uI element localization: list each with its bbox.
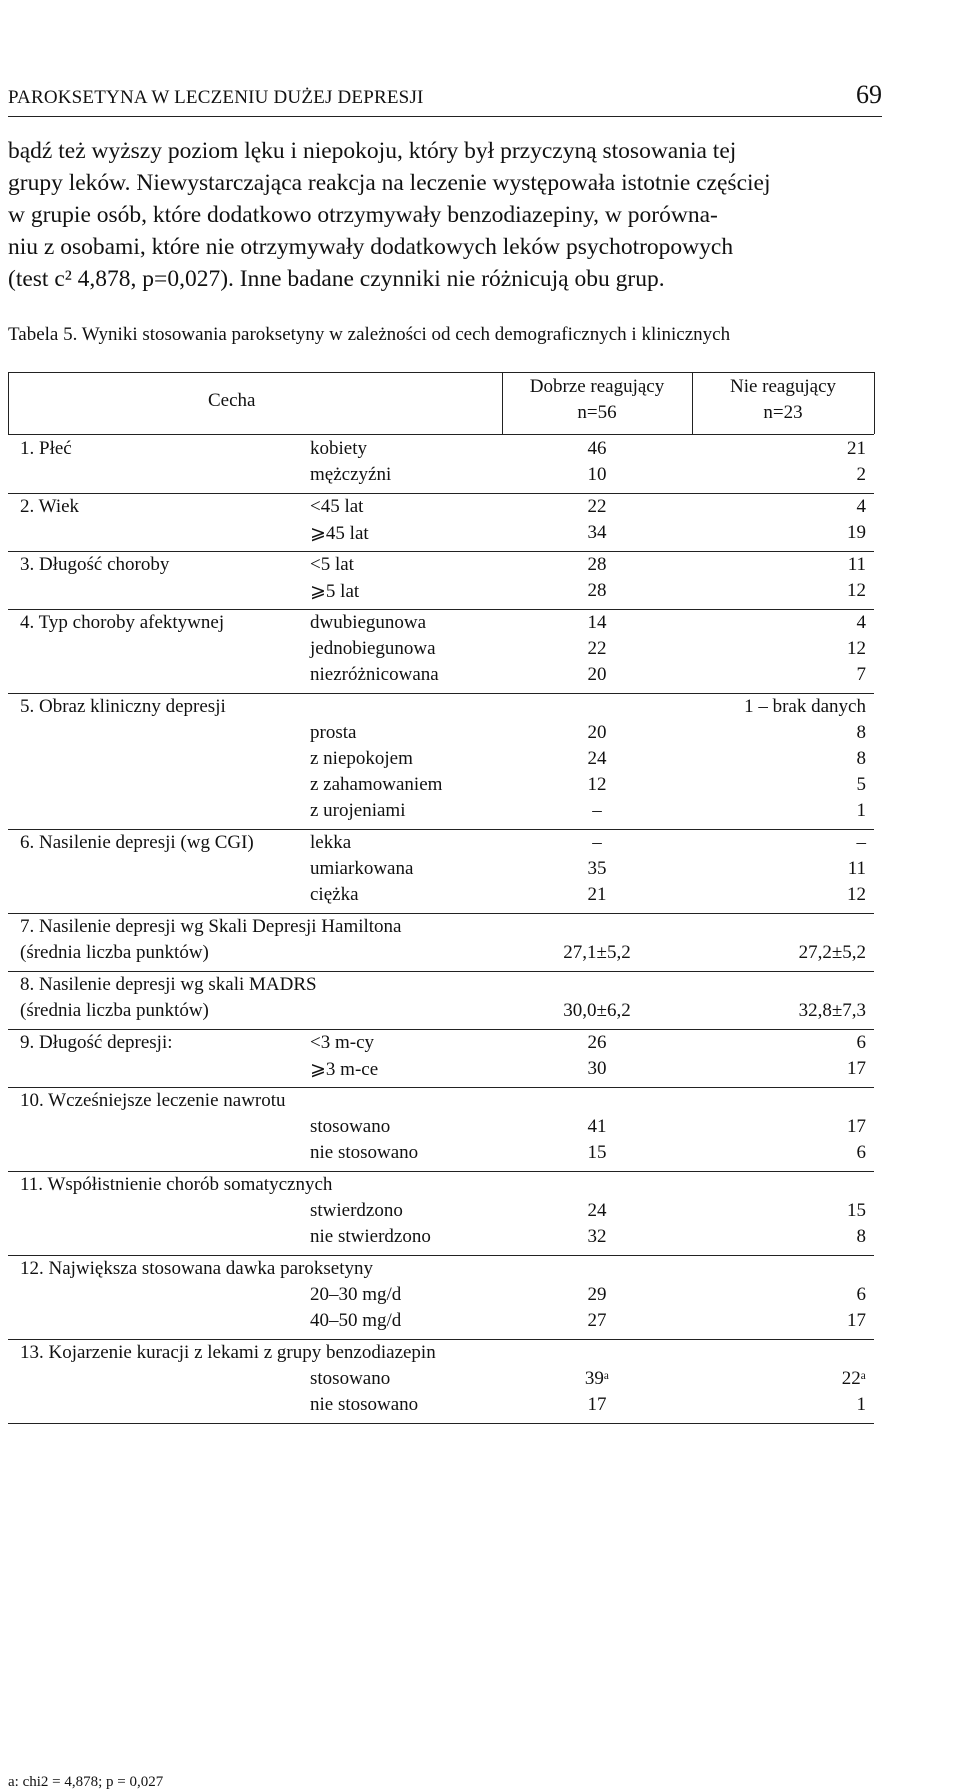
good-responders-value: 22 — [587, 638, 607, 659]
section-divider — [8, 1255, 874, 1256]
good-responders-value: 14 — [587, 612, 607, 633]
row-sublabel: niezróżnicowana — [310, 664, 439, 685]
table-top-rule — [8, 372, 874, 373]
row-label: 4. Typ choroby afektywnej — [20, 612, 225, 633]
good-responders-value: 22 — [587, 496, 607, 517]
good-responders-value: 24 — [587, 748, 607, 769]
row-sublabel: mężczyźni — [310, 464, 392, 485]
header-left-rule — [8, 372, 9, 434]
non-responders-value: 19 — [847, 522, 866, 543]
non-responders-value: 17 — [847, 1116, 866, 1137]
section-divider — [8, 1423, 874, 1424]
row-sublabel: kobiety — [310, 438, 367, 459]
section-divider — [8, 609, 874, 610]
running-header — [8, 82, 882, 117]
paragraph-line: grupy leków. Niewystarczająca reakcja na leczenie występowała istotnie częściej — [8, 170, 771, 196]
good-responders-value: 28 — [587, 554, 607, 575]
non-responders-value: 12 — [847, 580, 866, 601]
header-bottom-rule — [8, 434, 874, 435]
row-sublabel: z zahamowaniem — [310, 774, 443, 795]
section-divider — [8, 1087, 874, 1088]
row-sublabel: stwierdzono — [310, 1200, 403, 1221]
good-responders-value: – — [592, 832, 602, 853]
non-responders-value: 8 — [856, 748, 866, 769]
row-label: 10. Wcześniejsze leczenie nawrotu — [20, 1090, 286, 1111]
good-responders-value: 17 — [587, 1394, 607, 1415]
good-responders-value: 30,0±6,2 — [563, 1000, 631, 1021]
row-sublabel: nie stwierdzono — [310, 1226, 431, 1247]
non-responders-value: 1 — [856, 1394, 866, 1415]
non-responders-value: 32,8±7,3 — [798, 1000, 866, 1021]
good-responders-value: 30 — [587, 1058, 607, 1079]
good-responders-value: 27 — [587, 1310, 607, 1331]
page-number: 69 — [856, 80, 882, 109]
header-good-n: n=56 — [577, 402, 617, 423]
good-responders-value: 10 — [587, 464, 607, 485]
good-responders-value: 28 — [587, 580, 607, 601]
good-responders-value: 20 — [587, 722, 607, 743]
row-label: 8. Nasilenie depresji wg skali MADRS — [20, 974, 317, 995]
section-divider — [8, 913, 874, 914]
row-sublabel: lekka — [310, 832, 352, 853]
table-footnote: a: chi2 = 4,878; p = 0,027 — [8, 1774, 164, 1790]
row-sublabel: dwubiegunowa — [310, 612, 427, 633]
good-responders-value: 35 — [587, 858, 607, 879]
row-sublabel: ⩾45 lat — [310, 523, 369, 544]
row-sublabel: z urojeniami — [310, 800, 406, 821]
non-responders-value: 15 — [847, 1200, 866, 1221]
row-label: 5. Obraz kliniczny depresji — [20, 696, 226, 717]
non-responders-value: 1 — [856, 800, 866, 821]
row-sublabel: umiarkowana — [310, 858, 414, 879]
section-divider — [8, 1171, 874, 1172]
section-divider — [8, 829, 874, 830]
non-responders-value: 8 — [856, 1226, 866, 1247]
good-responders-value: 27,1±5,2 — [563, 942, 631, 963]
row-sublabel: stosowano — [310, 1116, 391, 1137]
good-responders-value: 12 — [587, 774, 607, 795]
non-responders-value: 7 — [856, 664, 866, 685]
row-sublabel: ⩾3 m-ce — [310, 1059, 379, 1080]
row-sublabel: 20–30 mg/d — [310, 1284, 402, 1305]
good-responders-value: 20 — [587, 664, 607, 685]
row-label: 12. Największa stosowana dawka paroksetyny — [20, 1258, 373, 1279]
good-responders-value: 39ᵃ — [584, 1368, 610, 1389]
section-divider — [8, 1339, 874, 1340]
non-responders-value: 12 — [847, 884, 866, 905]
non-responders-value: 11 — [847, 554, 866, 575]
row-label: 6. Nasilenie depresji (wg CGI) — [20, 832, 254, 853]
good-responders-value: 24 — [587, 1200, 607, 1221]
non-responders-value: 21 — [847, 438, 866, 459]
good-responders-value: – — [592, 800, 602, 821]
non-responders-value: 6 — [856, 1142, 866, 1163]
header-good-title: Dobrze reagujący — [529, 376, 665, 397]
non-responders-value: 11 — [847, 858, 866, 879]
running-title: PAROKSETYNA W LECZENIU DUŻEJ DEPRESJI — [8, 87, 424, 108]
good-responders-value: 32 — [587, 1226, 607, 1247]
header-right-rule — [874, 372, 875, 434]
row-label: 1. Płeć — [20, 438, 72, 459]
header-feature: Cecha — [208, 390, 256, 411]
paragraph-line: (test c² 4,878, p=0,027). Inne badane czynniki nie różnicują obu grup. — [8, 266, 665, 292]
non-responders-value: 2 — [856, 464, 866, 485]
non-responders-value: – — [856, 832, 866, 853]
row-sublabel: 40–50 mg/d — [310, 1310, 402, 1331]
row-sublabel: <45 lat — [310, 496, 364, 517]
section-divider — [8, 551, 874, 552]
row-sublabel: prosta — [310, 722, 357, 743]
good-responders-value: 26 — [587, 1032, 607, 1053]
paragraph-line: niu z osobami, które nie otrzymywały dodatkowych leków psychotropowych — [8, 234, 734, 260]
section-divider — [8, 493, 874, 494]
paragraph-line: w grupie osób, które dodatkowo otrzymywały benzodiazepiny, w porówna- — [8, 202, 718, 228]
row-label: 11. Współistnienie chorób somatycznych — [20, 1174, 333, 1195]
row-label: 9. Długość depresji: — [20, 1032, 173, 1053]
row-sublabel: jednobiegunowa — [310, 638, 436, 659]
non-responders-value: 8 — [856, 722, 866, 743]
row-sublabel: stosowano — [310, 1368, 391, 1389]
non-responders-value: 6 — [856, 1284, 866, 1305]
good-responders-value: 46 — [587, 438, 607, 459]
table-caption: Tabela 5. Wyniki stosowania paroksetyny w zależności od cech demograficznych i klinicznych — [8, 324, 731, 345]
non-responders-value: 1 – brak danych — [744, 696, 866, 717]
non-responders-value: 27,2±5,2 — [798, 942, 866, 963]
good-responders-value: 21 — [587, 884, 607, 905]
good-responders-value: 41 — [587, 1116, 607, 1137]
non-responders-value: 22ᵃ — [841, 1368, 866, 1389]
row-label: 2. Wiek — [20, 496, 80, 517]
row-label: 3. Długość choroby — [20, 554, 170, 575]
good-responders-value: 15 — [587, 1142, 607, 1163]
row-label: (średnia liczba punktów) — [20, 1000, 209, 1021]
row-sublabel: <3 m-cy — [310, 1032, 375, 1053]
header-poor-title: Nie reagujący — [729, 376, 837, 397]
row-sublabel: ciężka — [310, 884, 359, 905]
non-responders-value: 5 — [856, 774, 866, 795]
non-responders-value: 12 — [847, 638, 866, 659]
row-sublabel: ⩾5 lat — [310, 581, 360, 602]
row-label: 7. Nasilenie depresji wg Skali Depresji Hamiltona — [20, 916, 402, 937]
row-sublabel: z niepokojem — [310, 748, 413, 769]
non-responders-value: 4 — [856, 612, 866, 633]
good-responders-value: 29 — [587, 1284, 607, 1305]
header-poor-n: n=23 — [763, 402, 803, 423]
section-divider — [8, 693, 874, 694]
non-responders-value: 4 — [856, 496, 866, 517]
non-responders-value: 6 — [856, 1032, 866, 1053]
row-label: (średnia liczba punktów) — [20, 942, 209, 963]
row-sublabel: nie stosowano — [310, 1142, 419, 1163]
non-responders-value: 17 — [847, 1310, 866, 1331]
section-divider — [8, 971, 874, 972]
good-responders-value: 34 — [587, 522, 607, 543]
row-sublabel: nie stosowano — [310, 1394, 419, 1415]
non-responders-value: 17 — [847, 1058, 866, 1079]
row-sublabel: <5 lat — [310, 554, 354, 575]
section-divider — [8, 1029, 874, 1030]
row-label: 13. Kojarzenie kuracji z lekami z grupy benzodiazepin — [20, 1342, 436, 1363]
results-table — [8, 372, 874, 1756]
paragraph-line: bądź też wyższy poziom lęku i niepokoju, który był przyczyną stosowania tej — [8, 138, 737, 164]
